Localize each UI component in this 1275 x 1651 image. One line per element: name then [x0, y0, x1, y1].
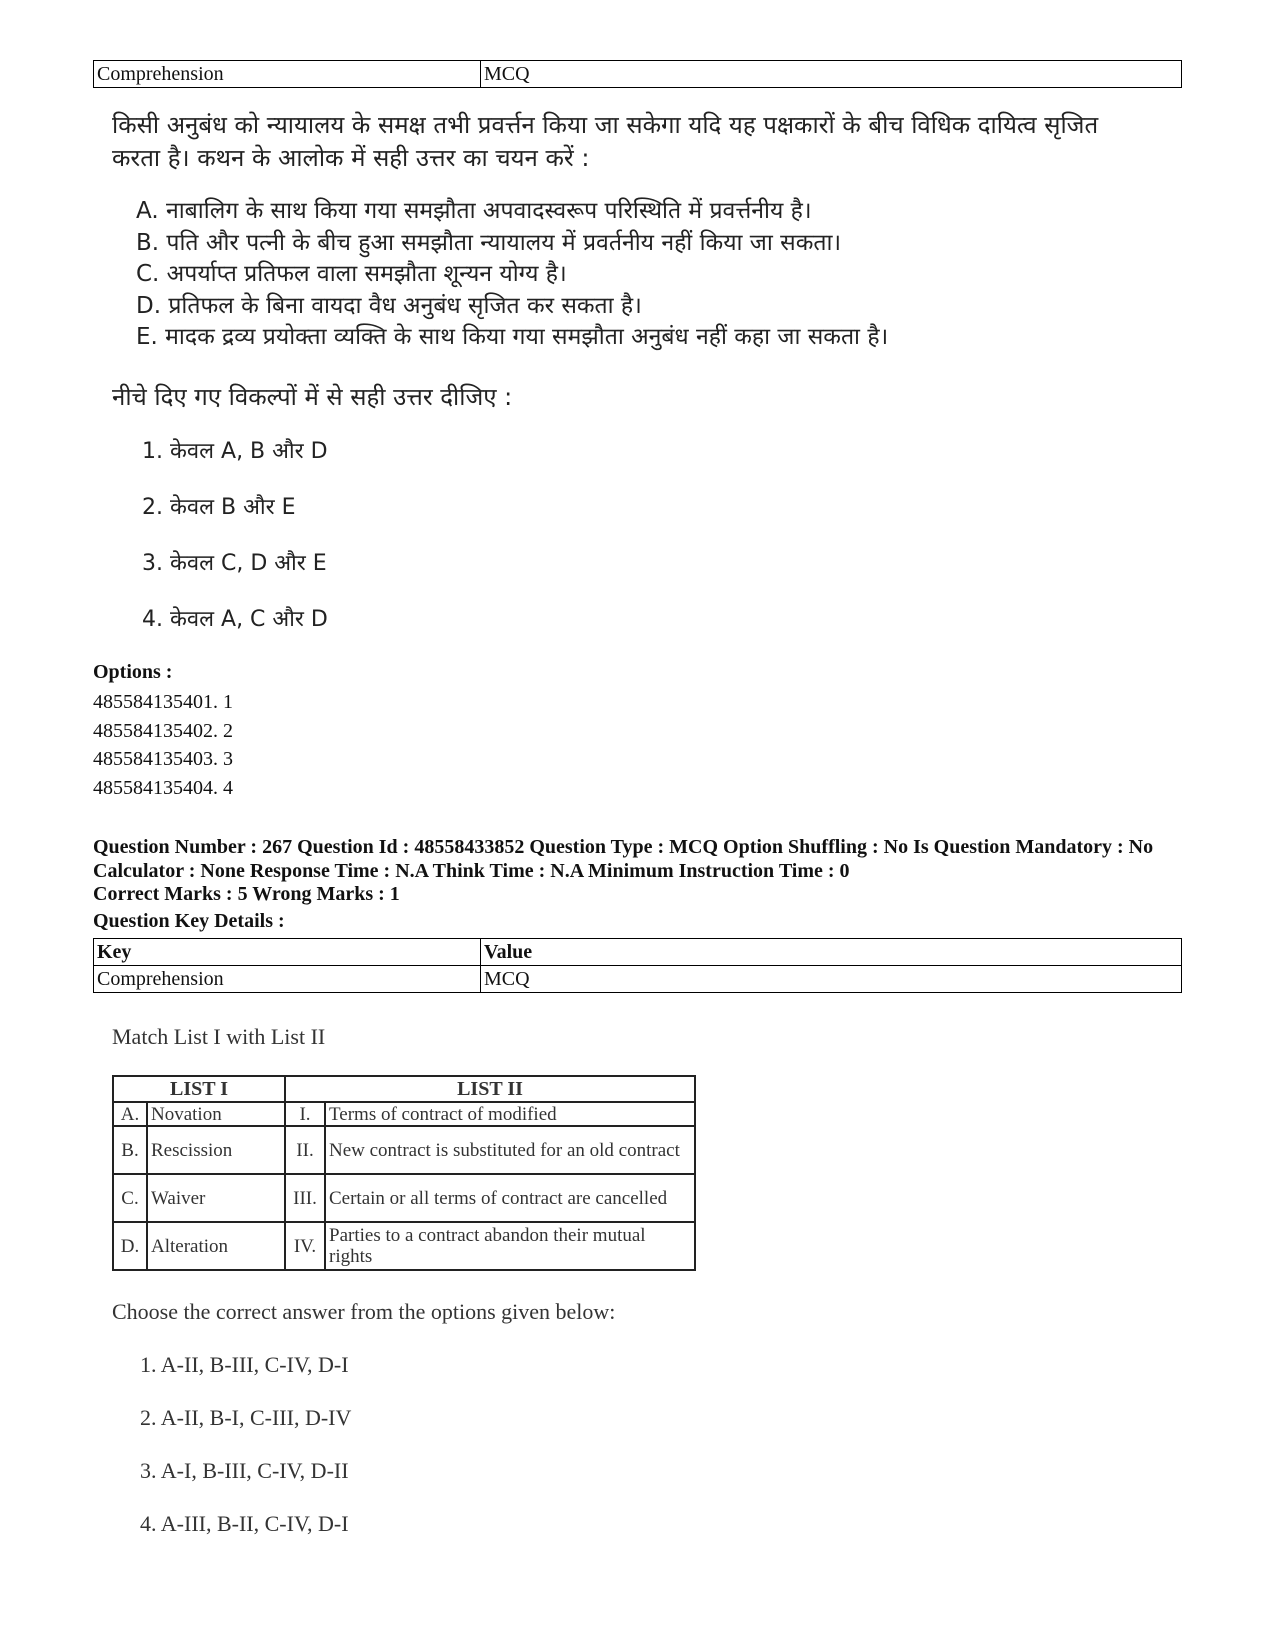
list2-text: Parties to a contract abandon their mutual rights — [325, 1222, 695, 1270]
english-option-4: 4. A-III, B-II, C-IV, D-I — [140, 1511, 349, 1536]
list1-header: LIST I — [113, 1076, 285, 1102]
hindi-statements — [136, 196, 888, 354]
table-row — [94, 61, 1182, 88]
table-row — [113, 1222, 695, 1270]
list2-numeral: I. — [285, 1102, 325, 1126]
hindi-question-prompt: किसी अनुबंध को न्यायालय के समक्ष तभी प्रवर्त्तन किया जा सकेगा यदि यह पक्षकारों के बीच विधिक दायित्व सृजित करता है। कथन के आलोक में सही उत्तर का चयन करें : — [112, 111, 1099, 172]
english-option-3: 3. A-I, B-III, C-IV, D-II — [140, 1458, 349, 1483]
list2-numeral: IV. — [285, 1222, 325, 1270]
english-option-1: 1. A-II, B-III, C-IV, D-I — [140, 1352, 349, 1377]
key-details-heading: Question Key Details : — [93, 910, 285, 932]
list2-numeral: II. — [285, 1126, 325, 1174]
list2-text: Terms of contract of modified — [325, 1102, 695, 1126]
option-item: 485584135402. 2 — [93, 719, 233, 742]
list2-text: Certain or all terms of contract are cancelled — [325, 1174, 695, 1222]
list1-term: Waiver — [147, 1174, 285, 1222]
statement-c: C. अपर्याप्त प्रतिफल वाला समझौता शून्यन योग्य है। — [136, 261, 567, 287]
table-header-key: Key — [94, 939, 481, 966]
hindi-option-1: 1. केवल A, B और D — [142, 439, 328, 464]
list1-term: Alteration — [147, 1222, 285, 1270]
table-row — [113, 1102, 695, 1126]
option-item: 485584135401. 1 — [93, 691, 233, 713]
match-header-row — [113, 1076, 695, 1102]
statement-a: A. नाबालिग के साथ किया गया समझौता अपवादस्वरूप परिस्थिति में प्रवर्त्तनीय है। — [136, 198, 812, 224]
list1-letter: C. — [113, 1174, 147, 1222]
table-cell-key: Comprehension — [94, 61, 481, 88]
options-list — [93, 688, 233, 802]
table-cell-value: MCQ — [481, 966, 1182, 993]
hindi-option-3: 3. केवल C, D और E — [142, 551, 327, 576]
hindi-choose-text: नीचे दिए गए विकल्पों में से सही उत्तर दीजिए : — [112, 383, 513, 411]
table-row — [113, 1174, 695, 1222]
table-cell-key: Comprehension — [94, 966, 481, 993]
statement-d: D. प्रतिफल के बिना वायदा वैध अनुबंध सृजित कर सकता है। — [136, 292, 642, 319]
match-list-heading: Match List I with List II — [112, 1024, 326, 1049]
list1-term: Rescission — [147, 1126, 285, 1174]
list1-letter: A. — [113, 1102, 147, 1126]
option-item: 485584135404. 4 — [93, 776, 233, 799]
match-list-table — [112, 1075, 696, 1271]
table-row — [113, 1126, 695, 1174]
list1-term: Novation — [147, 1102, 285, 1126]
list1-letter: D. — [113, 1222, 147, 1270]
list2-text: New contract is substituted for an old contract — [325, 1126, 695, 1174]
statement-b: B. पति और पत्नी के बीच हुआ समझौता न्यायालय में प्रवर्तनीय नहीं किया जा सकता। — [136, 229, 842, 256]
statement-e: E. मादक द्रव्य प्रयोक्ता व्यक्ति के साथ किया गया समझौता अनुबंध नहीं कहा जा सकता है। — [136, 324, 889, 350]
list2-header: LIST II — [285, 1076, 695, 1102]
list1-letter: B. — [113, 1126, 147, 1174]
question-meta-line: Question Number : 267 Question Id : 48558433852 Question Type : MCQ Option Shuffling : No Is Question Mandatory : No Calculator : None Response Time : N.A Think Time : N.A Minimum Instruction Time : 0 — [93, 836, 1154, 882]
options-heading: Options : — [93, 661, 173, 683]
table-header-row — [94, 939, 1182, 966]
table-header-value: Value — [481, 939, 1182, 966]
list2-numeral: III. — [285, 1174, 325, 1222]
table-cell-value: MCQ — [481, 61, 1182, 88]
english-choose-text: Choose the correct answer from the options given below: — [112, 1299, 616, 1324]
marks-line: Correct Marks : 5 Wrong Marks : 1 — [93, 883, 400, 905]
table-row — [94, 966, 1182, 993]
question-key-table — [93, 938, 1182, 993]
hindi-option-4: 4. केवल A, C और D — [142, 607, 328, 632]
english-option-2: 2. A-II, B-I, C-III, D-IV — [140, 1405, 352, 1430]
top-key-table — [93, 60, 1182, 88]
hindi-option-2: 2. केवल B और E — [142, 495, 296, 520]
option-item: 485584135403. 3 — [93, 748, 233, 770]
